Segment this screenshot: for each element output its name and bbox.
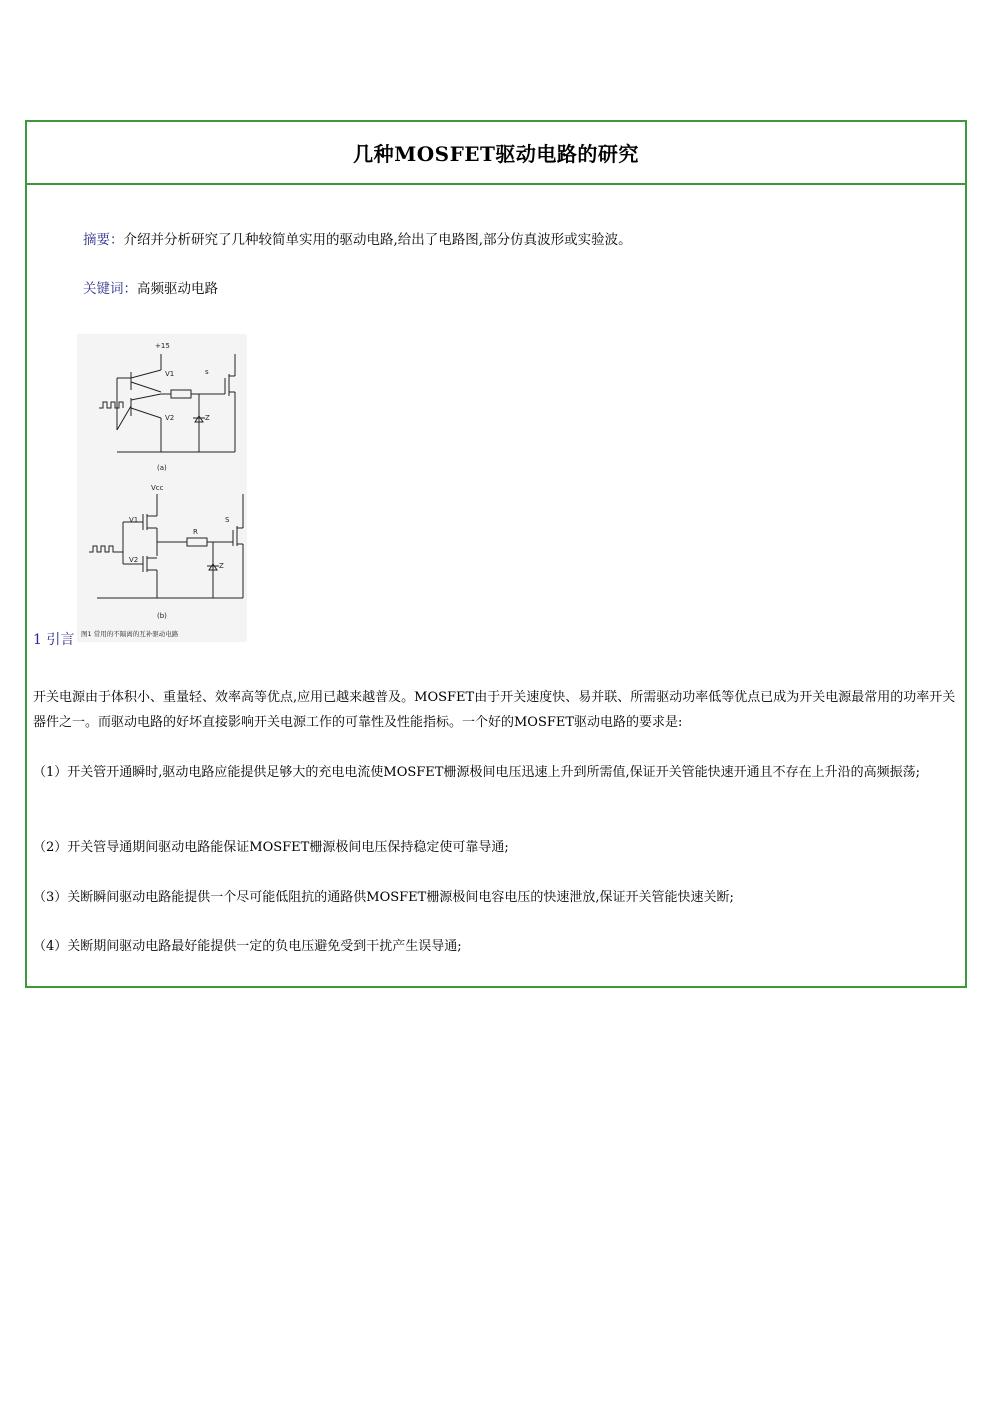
circuit-a [99, 342, 235, 472]
keywords-text: 高频驱动电路 [137, 281, 218, 297]
label-supply-b: Vcc [151, 484, 164, 492]
figure-caption: 图1 常用的不隔离的互补驱动电路 [81, 630, 179, 638]
title-row [27, 122, 965, 185]
label-supply-a: +15 [155, 342, 170, 350]
keywords [83, 277, 218, 297]
page-title: 几种MOSFET驱动电路的研究 [353, 142, 639, 166]
caption-b: (b) [157, 612, 167, 620]
intro-paragraph: 开关电源由于体积小、重量轻、效率高等优点,应用已越来越普及。MOSFET由于开关速度快、易并联、所需驱动功率低等优点已成为开关电源最常用的功率开关器件之一。而驱动电路的好坏直接影响开关电源工作的可靠性及性能指标。一个好的MOSFET驱动电路的要求是: [33, 690, 956, 730]
label-v1-a: V1 [165, 370, 175, 378]
label-v2-b: V2 [129, 556, 139, 564]
requirement-item-4: （4）关断期间驱动电路最好能提供一定的负电压避免受到干扰产生误导通; [33, 939, 462, 954]
label-z-b: Z [219, 562, 224, 570]
label-r-b: R [193, 528, 198, 536]
circuit-figure [77, 334, 247, 642]
requirement-item-3: （3）关断瞬间驱动电路能提供一个尽可能低阻抗的通路供MOSFET栅源极间电容电压的快速泄放,保证开关管能快速关断; [33, 890, 734, 905]
label-v2-a: V2 [165, 414, 175, 422]
section-heading: 1 引言 [33, 632, 75, 648]
requirement-item-2: （2）开关管导通期间驱动电路能保证MOSFET栅源极间电压保持稳定使可靠导通; [33, 840, 509, 855]
article-frame [25, 120, 967, 988]
circuit-diagram [77, 334, 247, 642]
label-v1-b: V1 [129, 516, 139, 524]
requirement-item-1: （1）开关管开通瞬时,驱动电路应能提供足够大的充电电流使MOSFET栅源极间电压迅速上升到所需值,保证开关管能快速开通且不存在上升沿的高频振荡; [33, 765, 920, 780]
label-z-a: Z [205, 414, 210, 422]
abstract-text: 介绍并分析研究了几种较简单实用的驱动电路,给出了电路图,部分仿真波形或实验波。 [123, 232, 632, 248]
keywords-label: 关键词： [83, 281, 137, 297]
caption-a: (a) [157, 464, 167, 472]
abstract-label: 摘要： [83, 232, 124, 248]
circuit-b [81, 484, 243, 638]
abstract [83, 228, 632, 248]
label-s-a: s [205, 368, 209, 376]
label-s-b: S [225, 516, 230, 524]
